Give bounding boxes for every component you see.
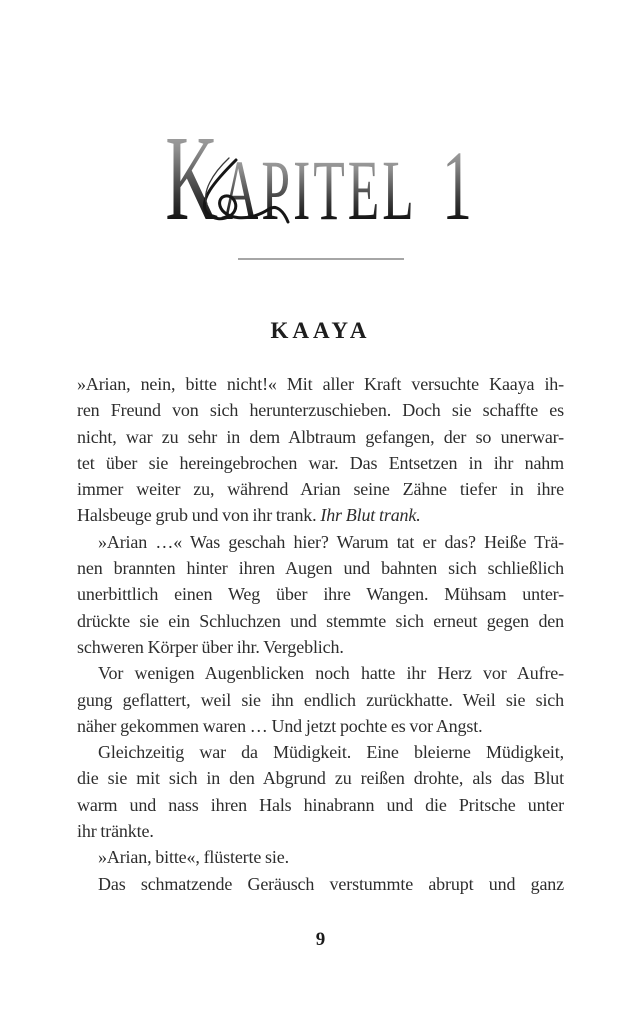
text-segment: warm und nass ihren Hals hinabrann und die Pritsche unter [77, 794, 564, 815]
italic-text: Ihr Blut trank. [320, 505, 421, 526]
body-line [77, 765, 564, 791]
section-divider [238, 258, 404, 260]
chapter-number: 1 [442, 130, 476, 241]
body-line [77, 529, 564, 555]
body-line [77, 871, 564, 897]
section-heading: KAAYA [270, 318, 371, 343]
chapter-title-initial: K [165, 111, 222, 246]
body-line [77, 397, 564, 423]
text-segment: Halsbeuge grub und von ihr trank. [77, 505, 321, 526]
text-segment: tet über sie hereingebrochen war. Das Entsetzen in ihr nahm [77, 452, 564, 473]
paragraph [77, 660, 564, 739]
body-line [77, 476, 564, 502]
text-segment: nicht, war zu sehr in dem Albtraum gefangen, der so unerwar- [77, 426, 564, 447]
text-segment: »Arian …« Was geschah hier? Warum tat er das? Heiße Trä- [98, 531, 564, 552]
page-number: 9 [315, 929, 326, 950]
body-line [77, 739, 564, 765]
text-segment: immer weiter zu, während Arian seine Zähne tiefer in ihre [77, 479, 564, 500]
chapter-title-text [165, 111, 476, 246]
chapter-title [0, 111, 641, 246]
paragraph [77, 871, 564, 897]
chapter-title-rest: APITEL [221, 142, 418, 238]
text-segment: ren Freund von sich herunterzuschieben. Doch sie schaffte es [77, 400, 564, 421]
text-segment: drückte sie ein Schluchzen und stemmte sich erneut gegen den [77, 610, 564, 631]
text-segment: ihr tränkte. [77, 821, 154, 842]
text-segment: nen brannten hinter ihren Augen und bahnten sich schließlich [77, 558, 564, 579]
text-segment: Gleichzeitig war da Müdigkeit. Eine bleierne Müdigkeit, [98, 742, 564, 763]
text-segment: unerbittlich einen Weg über ihre Wangen. Mühsam unter- [77, 584, 564, 605]
body-line [77, 502, 564, 528]
body-line [77, 581, 564, 607]
body-line [77, 713, 564, 739]
body-line [77, 792, 564, 818]
paragraph [77, 739, 564, 844]
text-segment: die sie mit sich in den Abgrund zu reißen drohte, als das Blut [77, 768, 564, 789]
text-segment: schweren Körper über ihr. Vergeblich. [77, 636, 344, 657]
body-line [77, 608, 564, 634]
body-line [77, 844, 564, 870]
text-segment: »Arian, bitte«, flüsterte sie. [98, 847, 289, 868]
body-line [77, 555, 564, 581]
paragraph [77, 371, 564, 529]
paragraph [77, 844, 564, 870]
body-text [77, 371, 564, 897]
body-line [77, 660, 564, 686]
body-line [77, 818, 564, 844]
paragraph [77, 529, 564, 660]
body-line [77, 450, 564, 476]
body-line [77, 687, 564, 713]
body-line [77, 634, 564, 660]
text-segment: »Arian, nein, bitte nicht!« Mit aller Kraft versuchte Kaaya ih- [77, 374, 564, 394]
body-line [77, 371, 564, 397]
text-segment: Das schmatzende Geräusch verstummte abrupt und ganz [98, 873, 564, 894]
text-segment: näher gekommen waren … Und jetzt pochte es vor Angst. [77, 715, 483, 736]
text-segment: Vor wenigen Augenblicken noch hatte ihr Herz vor Aufre- [98, 663, 564, 684]
text-segment: gung geflattert, weil sie ihn endlich zurückhatte. Weil sie sich [77, 689, 564, 710]
body-line [77, 424, 564, 450]
